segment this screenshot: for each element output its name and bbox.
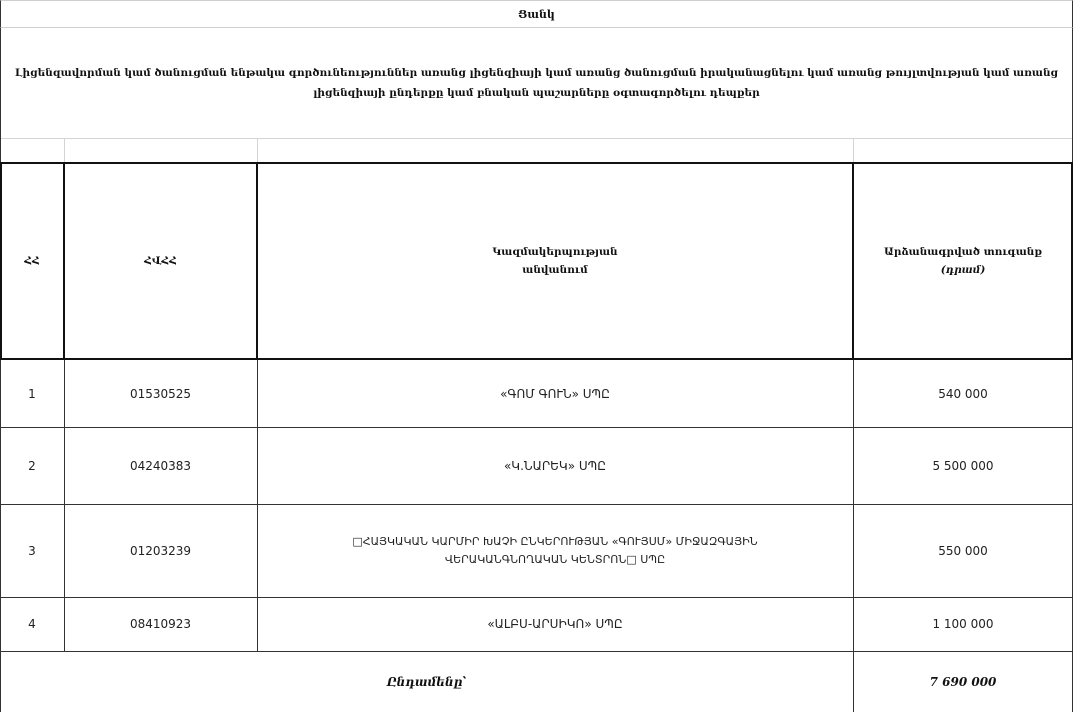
header-amount-line2: (դրամ): [940, 264, 986, 276]
table-row-3-name-line2: ՎԵՐԱԿԱՆԳՆՈՂԱԿԱՆ ԿԵՆՏՐՈՆ□ ՍՊԸ: [444, 552, 666, 566]
table-row-3-tin: 01203239: [129, 543, 192, 558]
grid-line: [257, 138, 258, 162]
header-name-line2: անվանում: [522, 264, 588, 276]
table-row-2-tin: 04240383: [129, 458, 192, 473]
header-num-label: ՀՀ: [24, 255, 40, 267]
header-amount-line1: Արձանագրված տուգանք: [883, 246, 1043, 258]
grid-line: [0, 138, 1073, 139]
table-row-4-name: «ԱԼԲՍ-ԱՐՍԻԿՈ» ՍՊԸ: [487, 617, 623, 631]
header-tin-label: ՀՎՀՀ: [144, 255, 177, 267]
table-row-1-tin: 01530525: [129, 386, 192, 401]
table-row-2-amount: 5 500 000: [932, 458, 994, 473]
grid-line: [0, 138, 1, 162]
table-row-2-name: «Կ.ՆԱՐԵԿ» ՍՊԸ: [503, 458, 607, 473]
table-row-3-amount: 550 000: [938, 543, 988, 558]
header-name: [257, 162, 853, 360]
document-title: Ցանկ: [0, 0, 1073, 27]
table-row-1-name: «ԳՈՄ ԳՈՒՆ» ՍՊԸ: [500, 386, 610, 401]
document-description: Լիցենզավորման կամ ծանուցման ենթակա գործունեություններ առանց լիցենզիայի կամ առանց ծանուցման իրականացնելու կամ առանց թույլտվության կամ առանց լիցենզիայի ընդերքը կամ բնական պաշարները օգտագործելու դեպքեր: [0, 27, 1073, 138]
header-amount: [853, 162, 1073, 360]
table-row-1-num: 1: [28, 386, 36, 401]
header-num: [0, 162, 64, 360]
grid-line: [853, 138, 854, 162]
table-row-4-amount: 1 100 000: [932, 617, 994, 631]
table-row-3-name: [257, 504, 853, 597]
table-row-3-num: 3: [28, 543, 36, 558]
grid-line: [64, 138, 65, 162]
header-tin: [64, 162, 257, 360]
fines-table: [0, 162, 1073, 712]
table-row-3-name-line1: □ՀԱՅԿԱԿԱՆ ԿԱՐՄԻՐ ԽԱՉԻ ԸՆԿԵՐՈՒԹՅԱՆ «ԳՈՒՅՍՄ» ՄԻՋԱԶԳԱՅԻՆ: [352, 534, 758, 548]
table-row-1-amount: 540 000: [938, 386, 988, 401]
table-row-2-num: 2: [28, 458, 36, 473]
header-name-line1: Կազմակերպության: [492, 246, 618, 258]
total-amount: 7 690 000: [929, 674, 997, 689]
total-label: Ընդամենը՝: [386, 674, 467, 689]
table-row-4-tin: 08410923: [129, 617, 192, 631]
table-row-4-num: 4: [28, 617, 36, 631]
